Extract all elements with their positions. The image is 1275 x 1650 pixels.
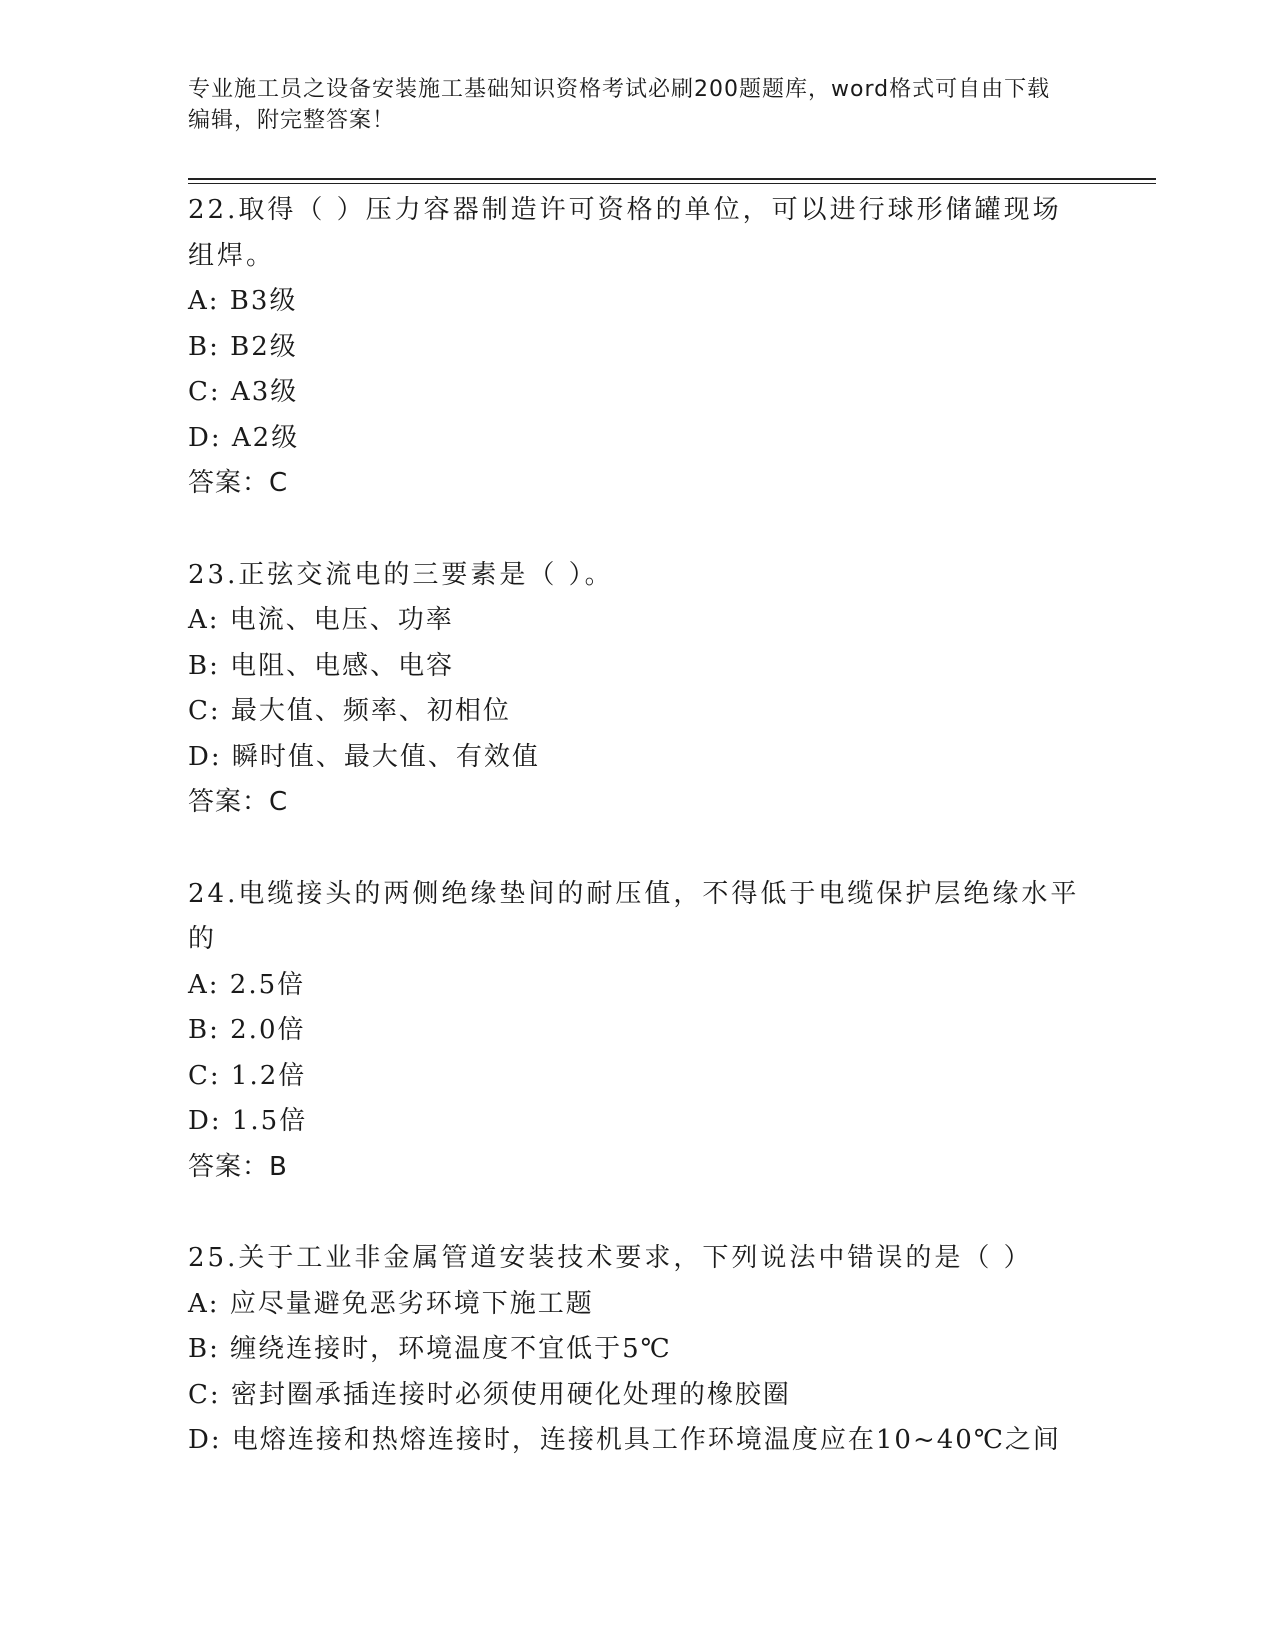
- question-text: 24.电缆接头的两侧绝缘垫间的耐压值，不得低于电缆保护层绝缘水平的: [188, 878, 1080, 954]
- option-a: A: 电流、电压、功率: [188, 605, 454, 635]
- option-d: D: 1.5倍: [188, 1106, 308, 1136]
- option-c: C: 1.2倍: [188, 1060, 307, 1091]
- option-b: B: 缠绕连接时，环境温度不宜低于5℃: [188, 1334, 672, 1364]
- question-text: 25.关于工业非金属管道安装技术要求，下列说法中错误的是（ ）: [188, 1243, 1033, 1273]
- question-24: [188, 872, 1088, 1191]
- option-b: B: 电阻、电感、电容: [188, 650, 455, 681]
- question-spacer: [188, 826, 1088, 872]
- header-divider-thin: [188, 183, 1156, 184]
- answer-text: 答案：C: [188, 787, 289, 817]
- option-d: D: A2级: [188, 422, 300, 453]
- option-a: A: 2.5倍: [188, 969, 306, 1000]
- question-25: [188, 1236, 1088, 1464]
- question-23: [188, 553, 1088, 826]
- option-a: A: 应尽量避免恶劣环境下施工题: [188, 1288, 594, 1319]
- option-d: D: 瞬时值、最大值、有效值: [188, 741, 540, 772]
- option-b: B: 2.0倍: [188, 1015, 306, 1045]
- question-text: 23.正弦交流电的三要素是（ ）。: [188, 559, 614, 590]
- answer-text: 答案：C: [188, 468, 289, 498]
- question-spacer: [188, 1190, 1088, 1236]
- document-header: 专业施工员之设备安装施工基础知识资格考试必刷200题题库，word格式可自由下载编辑，附完整答案！: [188, 77, 1051, 133]
- option-c: C: 密封圈承插连接时必须使用硬化处理的橡胶圈: [188, 1379, 791, 1410]
- question-spacer: [188, 507, 1088, 553]
- option-c: C: 最大值、频率、初相位: [188, 696, 511, 726]
- option-b: B: B2级: [188, 331, 298, 362]
- option-d: D: 电熔连接和热熔连接时，连接机具工作环境温度应在10~40℃之间: [188, 1425, 1061, 1455]
- option-a: A: B3级: [188, 286, 298, 316]
- answer-text: 答案：B: [188, 1151, 288, 1182]
- question-22: [188, 188, 1088, 507]
- header-divider-thick: [188, 178, 1156, 180]
- option-c: C: A3级: [188, 377, 299, 407]
- question-list: [188, 188, 1088, 1464]
- question-text: 22.取得（ ）压力容器制造许可资格的单位，可以进行球形储罐现场组焊。: [188, 195, 1062, 271]
